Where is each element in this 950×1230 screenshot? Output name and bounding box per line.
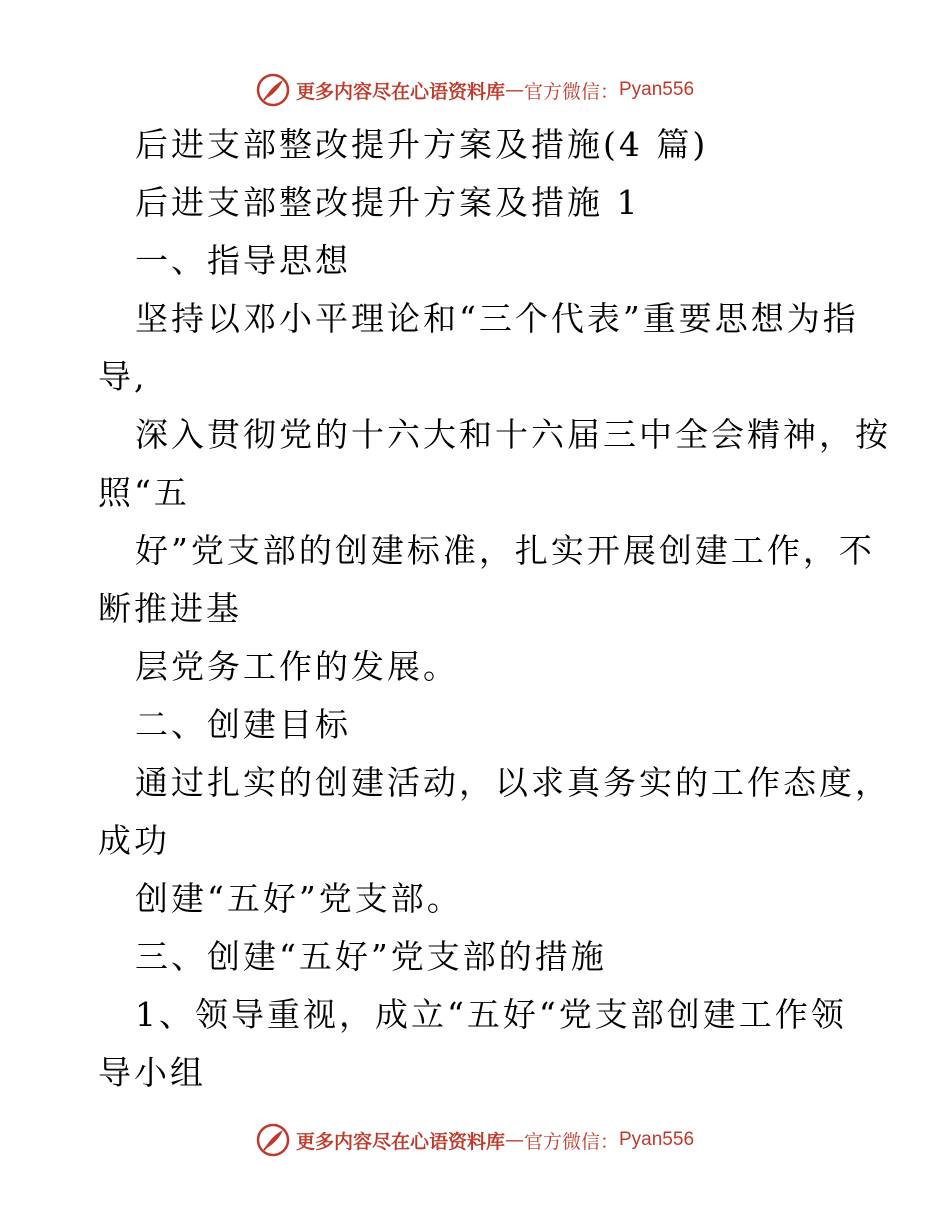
text-line: 通过扎实的创建活动，以求真务实的工作态度， xyxy=(135,763,891,802)
text-line: 导, xyxy=(98,357,148,396)
banner-wechat-label: 官方微信： xyxy=(523,80,619,103)
text-line: 后进支部整改提升方案及措施 1 xyxy=(135,183,641,222)
quill-pen-logo-icon xyxy=(256,73,290,107)
banner-wechat-handle: Pyan556 xyxy=(619,1129,695,1150)
banner-wechat-label: 官方微信： xyxy=(523,1130,619,1153)
text-line: 创建“五好”党支部。 xyxy=(135,879,463,918)
text-line: 坚持以邓小平理论和“三个代表”重要思想为指 xyxy=(135,299,859,338)
text-line: 三、创建“五好”党支部的措施 xyxy=(135,937,607,976)
text-line: 深入贯彻党的十六大和十六届三中全会精神，按 xyxy=(135,415,891,454)
banner-site-text: 更多内容尽在心语资料库 xyxy=(295,1130,505,1153)
text-line: 层党务工作的发展。 xyxy=(135,647,459,686)
text-line: 一、指导思想 xyxy=(135,241,351,280)
document-body xyxy=(98,116,891,1102)
text-line: 照“五 xyxy=(98,473,190,512)
text-line: 后进支部整改提升方案及措施(4 篇) xyxy=(135,125,709,164)
footer-banner xyxy=(0,1120,950,1160)
banner-dash: — xyxy=(504,1129,524,1151)
text-line: 断推进基 xyxy=(98,589,242,628)
header-banner xyxy=(0,70,950,110)
text-line: 二、创建目标 xyxy=(135,705,351,744)
quill-pen-logo-icon xyxy=(256,1123,290,1157)
banner-site-text: 更多内容尽在心语资料库 xyxy=(295,80,505,103)
banner-dash: — xyxy=(504,79,524,101)
text-line: 成功 xyxy=(98,821,170,860)
banner-wechat-handle: Pyan556 xyxy=(619,79,695,100)
text-line: 1、领导重视，成立“五好“党支部创建工作领 xyxy=(135,995,847,1034)
text-line: 导小组 xyxy=(98,1053,206,1092)
text-line: 好”党支部的创建标准，扎实开展创建工作，不 xyxy=(135,531,875,570)
